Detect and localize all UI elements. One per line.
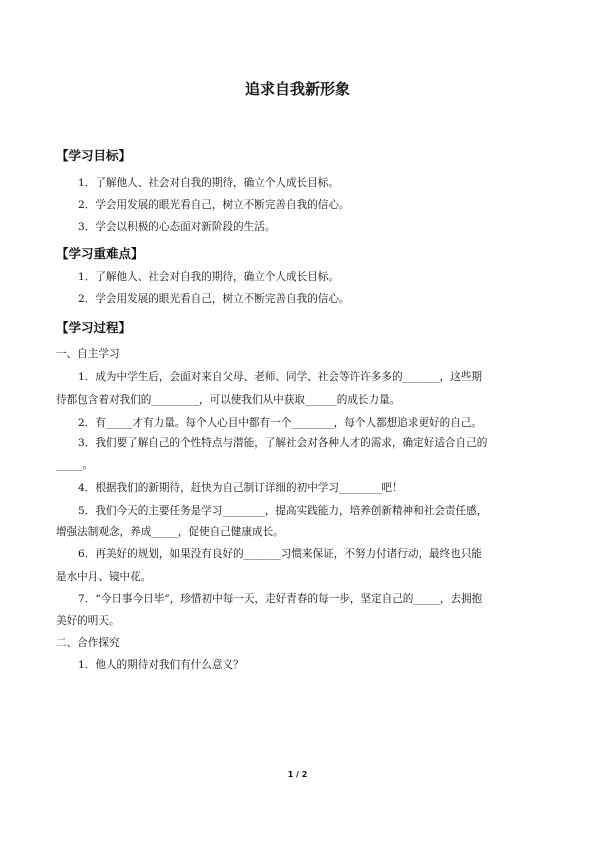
key-points-heading: 【学习重难点】 bbox=[56, 246, 144, 261]
question-7-line-1: 7．“今日事今日毕”，珍惜初中每一天，走好青春的每一步，坚定自己的_____，去拥抱 bbox=[78, 593, 483, 605]
process-heading: 【学习过程】 bbox=[56, 320, 132, 335]
key-point-item-2: 2．学会用发展的眼光看自己，树立不断完善自我的信心。 bbox=[78, 293, 350, 305]
question-3-line-1: 3．我们要了解自己的个性特点与潜能，了解社会对各种人才的需求，确定好适合自己的 bbox=[78, 437, 488, 449]
goal-item-1: 1．了解他人、社会对自我的期待，确立个人成长目标。 bbox=[78, 177, 339, 189]
question-7-line-2: 美好的明天。 bbox=[56, 615, 120, 627]
question-6-line-2: 是水中月、镜中花。 bbox=[56, 571, 152, 583]
section-cooperative-inquiry: 二、合作探究 bbox=[56, 637, 120, 649]
goal-item-2: 2．学会用发展的眼光看自己，树立不断完善自我的信心。 bbox=[78, 199, 350, 211]
page-title: 追求自我新形象 bbox=[244, 80, 350, 98]
question-5-line-2: 增强法制观念，养成_____，促使自己健康成长。 bbox=[56, 526, 284, 538]
question-3-line-2: _____。 bbox=[56, 459, 94, 471]
question-5-line-1: 5．我们今天的主要任务是学习________，提高实践能力，培养创新精神和社会责任感， bbox=[78, 505, 488, 517]
goals-heading: 【学习目标】 bbox=[56, 148, 132, 163]
question-4: 4．根据我们的新期待，赶快为自己制订详细的初中学习________吧！ bbox=[78, 482, 403, 494]
key-point-item-1: 1．了解他人、社会对自我的期待，确立个人成长目标。 bbox=[78, 271, 339, 283]
section-self-study: 一、自主学习 bbox=[56, 348, 120, 360]
question-1-line-2: 待都包含着对我们的_________，可以使我们从中获取______的成长力量。 bbox=[56, 394, 401, 406]
inquiry-question-1: 1．他人的期待对我们有什么意义？ bbox=[78, 659, 244, 671]
question-2: 2．有_____才有力量。每个人心目中都有一个________，每个人都想追求更好的自己。 bbox=[78, 417, 483, 429]
question-1-line-1: 1．成为中学生后，会面对来自父母、老师、同学、社会等许许多多的_______，这些期 bbox=[78, 371, 483, 383]
question-6-line-1: 6．再美好的规划，如果没有良好的_______习惯来保证，不努力付诸行动，最终也只能 bbox=[78, 548, 483, 560]
page-number: 1 / 2 bbox=[287, 770, 308, 779]
goal-item-3: 3．学会以积极的心态面对新阶段的生活。 bbox=[78, 221, 276, 233]
